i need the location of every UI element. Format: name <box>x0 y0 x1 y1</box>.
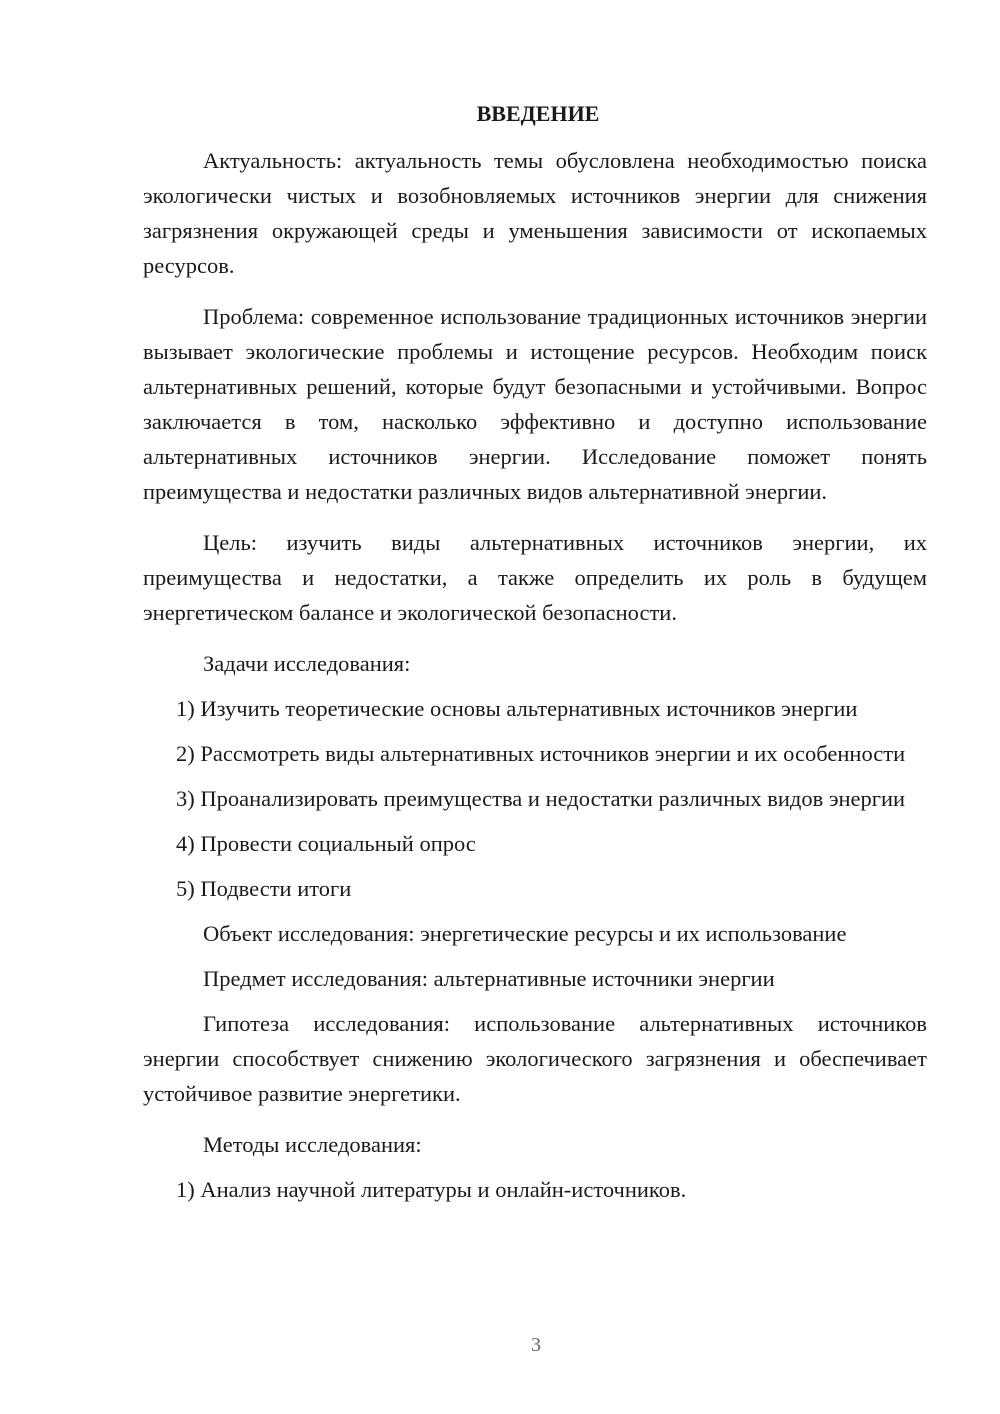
hypothesis-paragraph: Гипотеза исследования: использование альтернативных источников энергии способствует снижению экологического загрязнения и обеспечивает устойчивое развитие энергетики. <box>143 1011 927 1106</box>
page-number: 3 <box>531 1334 541 1356</box>
task-item-1: 1) Изучить теоретические основы альтернативных источников энергии <box>176 696 858 721</box>
task-item-2: 2) Рассмотреть виды альтернативных источников энергии и их особенности <box>176 741 906 766</box>
method-item-1: 1) Анализ научной литературы и онлайн-источников. <box>176 1177 687 1202</box>
tasks-heading: Задачи исследования: <box>203 651 411 676</box>
object-line: Объект исследования: энергетические ресурсы и их использование <box>203 921 847 946</box>
subject-line: Предмет исследования: альтернативные источники энергии <box>203 966 775 991</box>
document-page <box>143 96 927 1217</box>
task-item-4: 4) Провести социальный опрос <box>176 831 476 856</box>
relevance-paragraph: Актуальность: актуальность темы обусловлена необходимостью поиска экологически чистых и возобновляемых источников энергии для снижения загрязнения окружающей среды и уменьшения зависимости от ископаемых ресурсов. <box>143 148 927 278</box>
problem-paragraph: Проблема: современное использование традиционных источников энергии вызывает экологические проблемы и истощение ресурсов. Необходим поиск альтернативных решений, которые будут безопасными и устойчивыми. Вопрос заключается в том, насколько эффективно и доступно использование альтернативных источников энергии. Исследование поможет понять преимущества и недостатки различных видов альтернативной энергии. <box>143 304 927 504</box>
section-title: ВВЕДЕНИЕ <box>476 101 600 126</box>
task-item-5: 5) Подвести итоги <box>176 876 352 901</box>
goal-paragraph: Цель: изучить виды альтернативных источников энергии, их преимущества и недостатки, а также определить их роль в будущем энергетическом балансе и экологической безопасности. <box>143 530 927 625</box>
methods-heading: Методы исследования: <box>203 1132 422 1157</box>
task-item-3: 3) Проанализировать преимущества и недостатки различных видов энергии <box>176 786 906 811</box>
